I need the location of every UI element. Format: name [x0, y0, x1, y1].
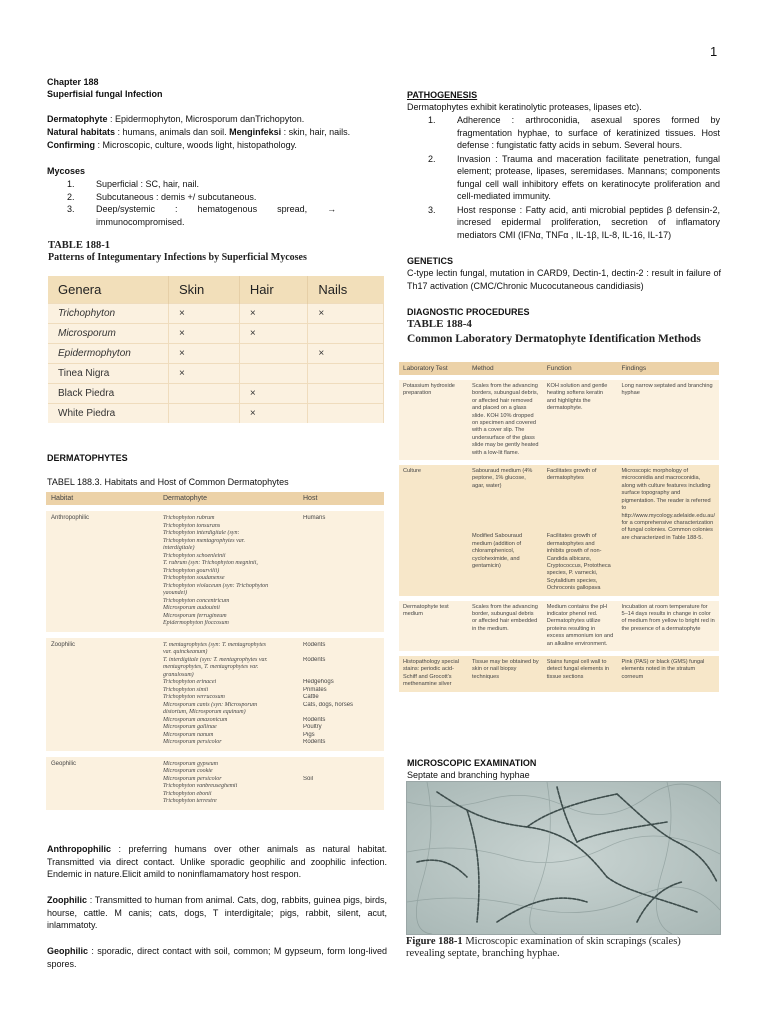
- host-line: Soil: [303, 775, 314, 782]
- anthropophilic-text: : preferring humans over other animals as natural habitat. Transmitted via direct contact. Unlike sporadic geophilic and zoophilic infection. Endemic in nature.Elicit amild to noninflamamatory host respon.: [47, 844, 387, 879]
- species-line: Trichophyton erinacei: [163, 679, 217, 685]
- table-row: Histopathology special stains: periodic acid-Schiff and Grocott's methenamine silver Tissue may be obtained by skin or nail biopsy techniques Stains fungal cell wall to detect fungal elements in tissue sections Pink (PAS) or black (GMS) fungal elements noted in the stratum corneum: [399, 653, 719, 691]
- table-row: Epidermophyton × ×: [48, 344, 384, 364]
- host-line: Cattle: [303, 694, 319, 700]
- list-item: 2. Invasion : Trauma and maceration facilitate penetration, fungal element; protease, lipases, seremidases. Mannans; components fungal cell wall inhibitory effets on keratinocyte proliferation and cell-mediated immunity.: [428, 153, 720, 201]
- pathogenesis-list: [428, 114, 720, 241]
- host-line: [303, 568, 379, 576]
- list-item: 2. Subcutaneous : demis +/ subcutaneous.: [67, 191, 257, 202]
- habitats-label: Natural habitats: [47, 127, 116, 137]
- species-line: Trichophyton soudanense: [163, 575, 225, 581]
- species-line: Trichophyton mentagrophytes var.: [163, 537, 245, 544]
- host-line: [303, 649, 379, 657]
- habitats-line: [47, 126, 392, 139]
- pathogenesis-intro: Dermatophytes exhibit keratinolytic proteases, lipases etc).: [407, 102, 642, 112]
- species-line: granulosum): [163, 671, 194, 678]
- species-line: Trichophyton vanbreuseghemii: [163, 783, 238, 789]
- table-row: [46, 754, 384, 810]
- dermatophyte-cell: [158, 635, 298, 754]
- host-line: Hedgehogs: [303, 679, 334, 685]
- species-line: Microsporum ferrugineum: [163, 612, 227, 619]
- host-line: Poultry: [303, 724, 322, 730]
- species-line: Epidermophyton floccosum: [163, 620, 229, 626]
- host-line: [303, 783, 379, 791]
- table1: [48, 276, 384, 423]
- species-line: Microsporum persicolor: [163, 775, 222, 782]
- table4-caption: Common Laboratory Dermatophyte Identification Methods: [407, 333, 701, 345]
- diagnostic-heading: DIAGNOSTIC PROCEDURES: [407, 307, 530, 317]
- habitat-cell: Geophilic: [46, 754, 158, 810]
- species-line: T. interdigitale (syn: T. mentagrophytes var.: [163, 656, 268, 663]
- table4-number: TABLE 188-4: [407, 318, 472, 330]
- table3-col-dermatophyte: Dermatophyte: [158, 492, 298, 508]
- table3-col-host: Host: [298, 492, 384, 508]
- host-line: [303, 538, 379, 546]
- host-line: [303, 590, 379, 598]
- table-row: Modified Sabouraud medium (addition of chloramphenicol, cycloheximide, and gentamicin) Facilitates growth of dermatophytes and inhibits growth of non-Candida albicans, Cryptococcus, Prototheca species, P. varnecki, Scytalidium species, Ochroconis gallopava: [399, 493, 719, 598]
- table4-col-test: Laboratory Test: [399, 362, 468, 378]
- anthropophilic-paragraph: [47, 843, 387, 881]
- species-line: Microsporum canis (syn: Microsporum: [163, 701, 258, 708]
- microscopic-subheading: Septate and branching hyphae: [407, 770, 530, 780]
- host-line: [303, 598, 379, 606]
- species-line: Trichophyton violaceum (syn: Trichophyton: [163, 582, 269, 589]
- host-line: [303, 583, 379, 591]
- species-line: Microsporum persicolor: [163, 739, 222, 745]
- table1-col-hair: Hair: [239, 276, 308, 304]
- confirming-line: [47, 139, 387, 152]
- species-line: mentagrophytes, T. mentagrophytes var.: [163, 664, 259, 670]
- table4-col-method: Method: [468, 362, 543, 378]
- mycoses-heading: Mycoses: [47, 166, 86, 176]
- table-row: [46, 508, 384, 635]
- microscopic-heading: MICROSCOPIC EXAMINATION: [407, 758, 537, 768]
- species-line: Trichophyton gourvilii): [163, 567, 220, 574]
- species-line: Trichophyton rubrum: [163, 515, 215, 521]
- genetics-text: C-type lectin fungal, mutation in CARD9, Dectin-1, dectin-2 : result in failure of Th17 activation (CMC/Chronic Mucocutaneous candidiasis): [407, 268, 721, 291]
- species-line: Trichophyton interdigitale (syn:: [163, 530, 240, 536]
- list-item: 3. Host response : Fatty acid, anti microbial peptides β defensin-2, incresed epidermal proliferation, secretion of inflamatory mediators CMI (IFNα, TNFα , IL-1β, IL-8, IL-16, IL-17): [428, 204, 720, 240]
- species-line: yaoundei): [163, 590, 187, 596]
- zoophilic-paragraph: [47, 894, 387, 932]
- table1-caption: Patterns of Integumentary Infections by Superficial Mycoses: [48, 252, 307, 263]
- host-line: [303, 553, 379, 561]
- host-line: [303, 605, 379, 613]
- table-row: [46, 635, 384, 754]
- host-line: Primates: [303, 686, 327, 693]
- species-line: Trichophyton schoenleinii: [163, 552, 226, 559]
- table-row: Microsporum × ×: [48, 324, 384, 344]
- list-item: immunocompromised.: [96, 216, 185, 227]
- anthropophilic-label: Anthropophilic: [47, 844, 111, 854]
- table3-header-row: [46, 492, 384, 508]
- host-line: [303, 575, 379, 583]
- species-line: Trichophyton tonsurans: [163, 522, 221, 529]
- host-line: [303, 620, 379, 628]
- table1-header-row: [48, 276, 384, 304]
- host-line: [303, 545, 379, 553]
- table-row: Trichophyton × × ×: [48, 304, 384, 324]
- pathogenesis-heading: PATHOGENESIS: [407, 90, 478, 100]
- host-line: Pigs: [303, 731, 315, 738]
- dermatophytes-heading: DERMATOPHYTES: [47, 453, 128, 463]
- species-line: Microsporum amazonicum: [163, 716, 228, 723]
- species-line: Microsporum audouinii: [163, 605, 220, 611]
- species-line: Trichophyton concentricum: [163, 597, 230, 604]
- figure-label: Figure 188-1: [406, 936, 463, 947]
- confirming-text: : Microscopic, culture, woods light, histopathology.: [95, 140, 297, 150]
- page-title: Superfisial fungal Infection: [47, 89, 163, 99]
- species-line: Trichophyton ebonii: [163, 790, 212, 797]
- table-row: Potassium hydroxide preparation Scales from the advancing borders, subungual debris, or affected hair removed and placed on a glass slide. KOH 10% dropped on specimen and covered with a cover slip. The undersurface of the glass slide may be gently heated with a low-lit flame. KOH solution and gentle heating softens keratin and highlights the dermatophyte. Long narrow septated and branching hyphae: [399, 378, 719, 463]
- host-line: Cats, dogs, horses: [303, 701, 354, 708]
- table4-header-row: [399, 362, 719, 378]
- habitats-text: : humans, animals dan soil.: [115, 127, 230, 137]
- host-line: [303, 523, 379, 531]
- host-line: Rodents: [303, 739, 326, 745]
- habitat-cell: Zoophilic: [46, 635, 158, 754]
- genetics-heading: GENETICS: [407, 256, 454, 266]
- species-line: Microsporum cookie: [163, 768, 213, 774]
- host-line: [303, 798, 379, 806]
- species-line: Microsporum gypseum: [163, 760, 218, 767]
- host-line: [303, 761, 379, 769]
- species-line: T. mentagrophytes (syn: T. mentagrophytes: [163, 641, 266, 648]
- zoophilic-label: Zoophilic: [47, 895, 87, 905]
- habitat-cell: Anthropophilic: [46, 508, 158, 635]
- host-line: [303, 791, 379, 799]
- table4-col-function: Function: [543, 362, 618, 378]
- host-line: [303, 530, 379, 538]
- table1-col-genera: Genera: [48, 276, 169, 304]
- host-line: [303, 560, 379, 568]
- dermatophyte-cell: [158, 508, 298, 635]
- host-line: [303, 613, 379, 621]
- host-line: Rodents: [303, 716, 326, 723]
- dermatophyte-text: : Epidermophyton, Microsporum danTrichopyton.: [107, 114, 305, 124]
- species-line: var. quinckeanum): [163, 649, 208, 655]
- species-line: Trichophyton simii: [163, 686, 209, 693]
- table-row: Dermatophyte test medium Scales from the advancing border, subungual debris or affected hair embedded in the medium. Medium contains the pH indicator phenol red. Dermatophytes utilize proteins resulting in excess ammonium ion and an alkaline environment. Incubation at room temperature for 5–14 days results in change in color of medium from yellow to bright red in the presence of a dermatophyte: [399, 598, 719, 653]
- table3-caption: TABEL 188.3. Habitats and Host of Common Dermatophytes: [47, 477, 289, 487]
- list-item: 1. Superficial : SC, hair, nail.: [67, 179, 200, 189]
- table4: [399, 362, 719, 692]
- list-item: 1. Adherence : arthroconidia, asexual spores formed by fragmentation hyphae, to surface of keratinized tissues. Host defense : fungistatic fatty acids in sebum. Several hours.: [428, 115, 720, 150]
- table3-col-habitat: Habitat: [46, 492, 158, 508]
- page-number: 1: [710, 44, 718, 59]
- species-line: Microsporum gallinae: [163, 724, 217, 730]
- species-line: Microsporum nanum: [163, 731, 214, 738]
- menginfeksi-label: Menginfeksi: [229, 127, 282, 137]
- chapter-label: Chapter 188: [47, 77, 99, 87]
- host-cell: [298, 754, 384, 810]
- host-line: [303, 768, 379, 776]
- table1-number: TABLE 188-1: [48, 240, 110, 251]
- species-line: T. rubrum (syn: Trichophyton megninii,: [163, 560, 258, 566]
- list-item: 3. Deep/systemic : hematogenous spread, →: [67, 204, 337, 214]
- host-line: Humans: [303, 515, 326, 521]
- table-row: Culture Sabouraud medium (4% peptone, 1% glucose, agar, water) Facilitates growth of dermatophytes Microscopic morphology of microconidia and macroconidia, along with culture features including surface topography and pigmentation. The reader is referred to http://www.mycology.adelaide.edu.au/ for a comprehensive characterization of fungal colonies. Common colonies are characterized in Table 188-5.: [399, 463, 719, 494]
- figure-caption-text: Microscopic examination of skin scrapings (scales) revealing septate, branching hyphae.: [406, 936, 681, 959]
- species-line: interdigitale): [163, 545, 195, 551]
- host-line: [303, 672, 379, 680]
- species-line: distortum, Microsporum equinum): [163, 709, 246, 715]
- host-line: [303, 664, 379, 672]
- menginfeksi-text: : skin, hair, nails.: [281, 127, 351, 137]
- host-line: Rodents: [303, 641, 326, 648]
- micrograph-hyphae-drawing: [407, 782, 720, 934]
- host-line: Rodents: [303, 656, 326, 663]
- micrograph-image: [406, 781, 721, 935]
- figure-caption: [406, 936, 722, 960]
- dermatophyte-label: Dermatophyte: [47, 114, 108, 124]
- table4-col-findings: Findings: [618, 362, 719, 378]
- species-line: Trichophyton verrucosum: [163, 694, 225, 700]
- table1-col-nails: Nails: [308, 276, 384, 304]
- geophilic-paragraph: [47, 945, 387, 970]
- mycoses-list: [67, 178, 359, 228]
- species-line: Trichophyton terrestre: [163, 798, 217, 804]
- table1-col-skin: Skin: [169, 276, 240, 304]
- dermatophyte-cell: [158, 754, 298, 810]
- confirming-label: Confirming: [47, 140, 95, 150]
- table-row: Black Piedra ×: [48, 384, 384, 404]
- geophilic-text: : sporadic, direct contact with soil, common; M gypseum, form long-lived spores.: [47, 946, 387, 969]
- table-row: White Piedra ×: [48, 404, 384, 424]
- host-cell: [298, 635, 384, 754]
- host-cell: [298, 508, 384, 635]
- host-line: [303, 709, 379, 717]
- dermatophyte-line: [47, 113, 387, 126]
- zoophilic-text: : Transmitted to human from animal. Cats, dog, rabbits, guinea pigs, birds, hourse, cattle. M canis; cats, dogs, T interdigitale; pigs, rabbit, silent, acut, inlammatoty.: [47, 895, 387, 930]
- geophilic-label: Geophilic: [47, 946, 89, 956]
- table3: [46, 492, 384, 810]
- table-row: Tinea Nigra ×: [48, 364, 384, 384]
